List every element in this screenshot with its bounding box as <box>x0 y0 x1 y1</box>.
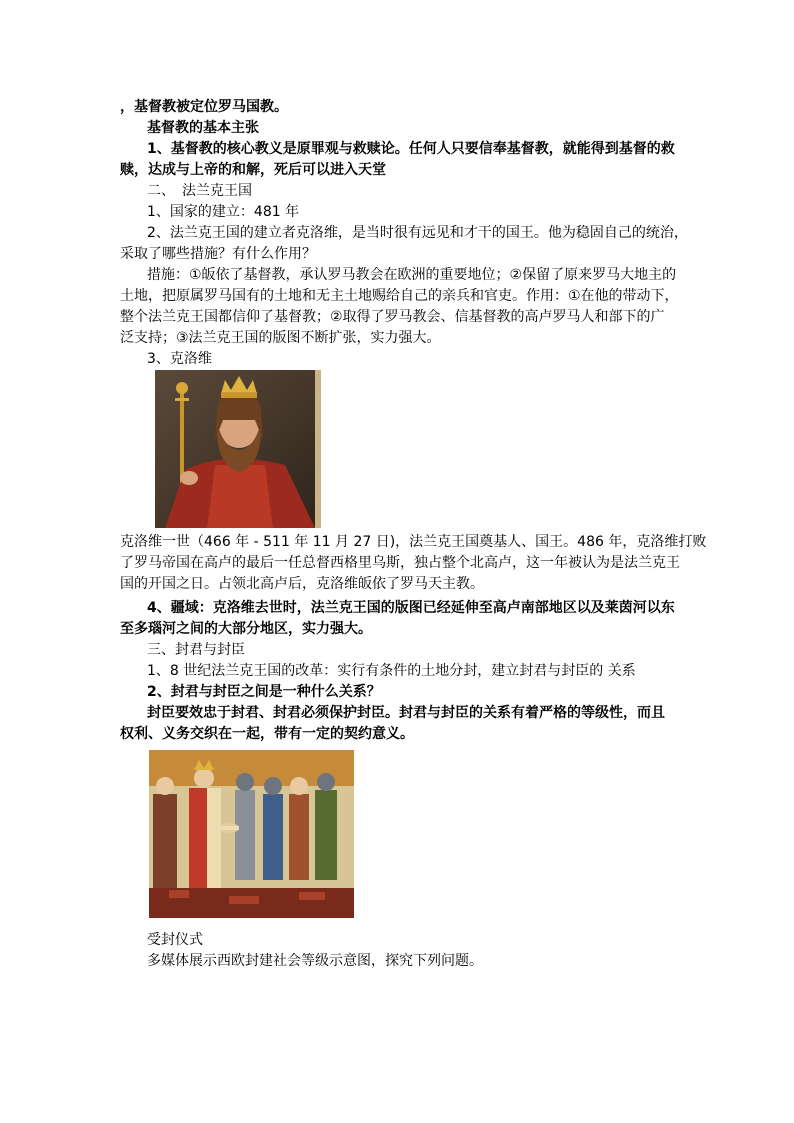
text-line: 赎，达成与上帝的和解，死后可以进入天堂 <box>120 162 386 178</box>
text-line: 2、封君与封臣之间是一种什么关系？ <box>147 684 381 700</box>
text-line: 至多瑙河之间的大部分地区，实力强大。 <box>120 621 372 637</box>
clovis-portrait-image <box>155 370 321 528</box>
text-line: 1、8 世纪法兰克王国的改革：实行有条件的土地分封，建立封君与封臣的 关系 <box>147 663 636 679</box>
image-caption: 受封仪式 <box>147 932 203 948</box>
text-line: 3、克洛维 <box>147 351 212 367</box>
text-line: 国的开国之日。占领北高卢后，克洛维皈依了罗马天主教。 <box>120 576 484 592</box>
text-line: 整个法兰克王国都信仰了基督教；②取得了罗马教会、信基督教的高卢罗马人和部下的广 <box>120 309 665 325</box>
investiture-ceremony-image <box>149 750 354 918</box>
section-heading: 二、 法兰克王国 <box>147 183 252 199</box>
text-line: 2、法兰克王国的建立者克洛维，是当时很有远见和才干的国王。他为稳固自己的统治， <box>147 225 688 241</box>
text-line: 了罗马帝国在高卢的最后一任总督西格里乌斯，独占整个北高卢，这一年被认为是法兰克王 <box>120 555 680 571</box>
text-line: 泛支持；③法兰克王国的版图不断扩张，实力强大。 <box>120 330 441 346</box>
text-line: 措施：①皈依了基督教，承认罗马教会在欧洲的重要地位；②保留了原来罗马大地主的 <box>147 267 677 283</box>
text-line: 土地，把原属罗马国有的土地和无主土地赐给自己的亲兵和官吏。作用：①在他的带动下， <box>120 288 679 304</box>
text-line: 1、基督教的核心教义是原罪观与救赎论。任何人只要信奉基督教，就能得到基督的救 <box>147 141 675 157</box>
text-line: 1、国家的建立：481 年 <box>147 204 300 220</box>
text-line: ，基督教被定位罗马国教。 <box>120 99 288 115</box>
section-heading: 基督教的基本主张 <box>147 120 259 136</box>
text-line: 多媒体展示西欧封建社会等级示意图，探究下列问题。 <box>147 953 483 969</box>
section-heading: 三、封君与封臣 <box>147 642 245 658</box>
text-line: 克洛维一世（466 年 - 511 年 11 月 27 日)，法兰克王国奠基人、国王。486 年，克洛维打败 <box>120 534 707 550</box>
text-line: 权利、义务交织在一起，带有一定的契约意义。 <box>120 726 414 742</box>
text-line: 封臣要效忠于封君、封君必须保护封臣。封君与封臣的关系有着严格的等级性，而且 <box>147 705 665 721</box>
text-line: 4、疆域：克洛维去世时，法兰克王国的版图已经延伸至高卢南部地区以及莱茵河以东 <box>147 600 675 616</box>
text-line: 采取了哪些措施？有什么作用？ <box>120 246 316 262</box>
